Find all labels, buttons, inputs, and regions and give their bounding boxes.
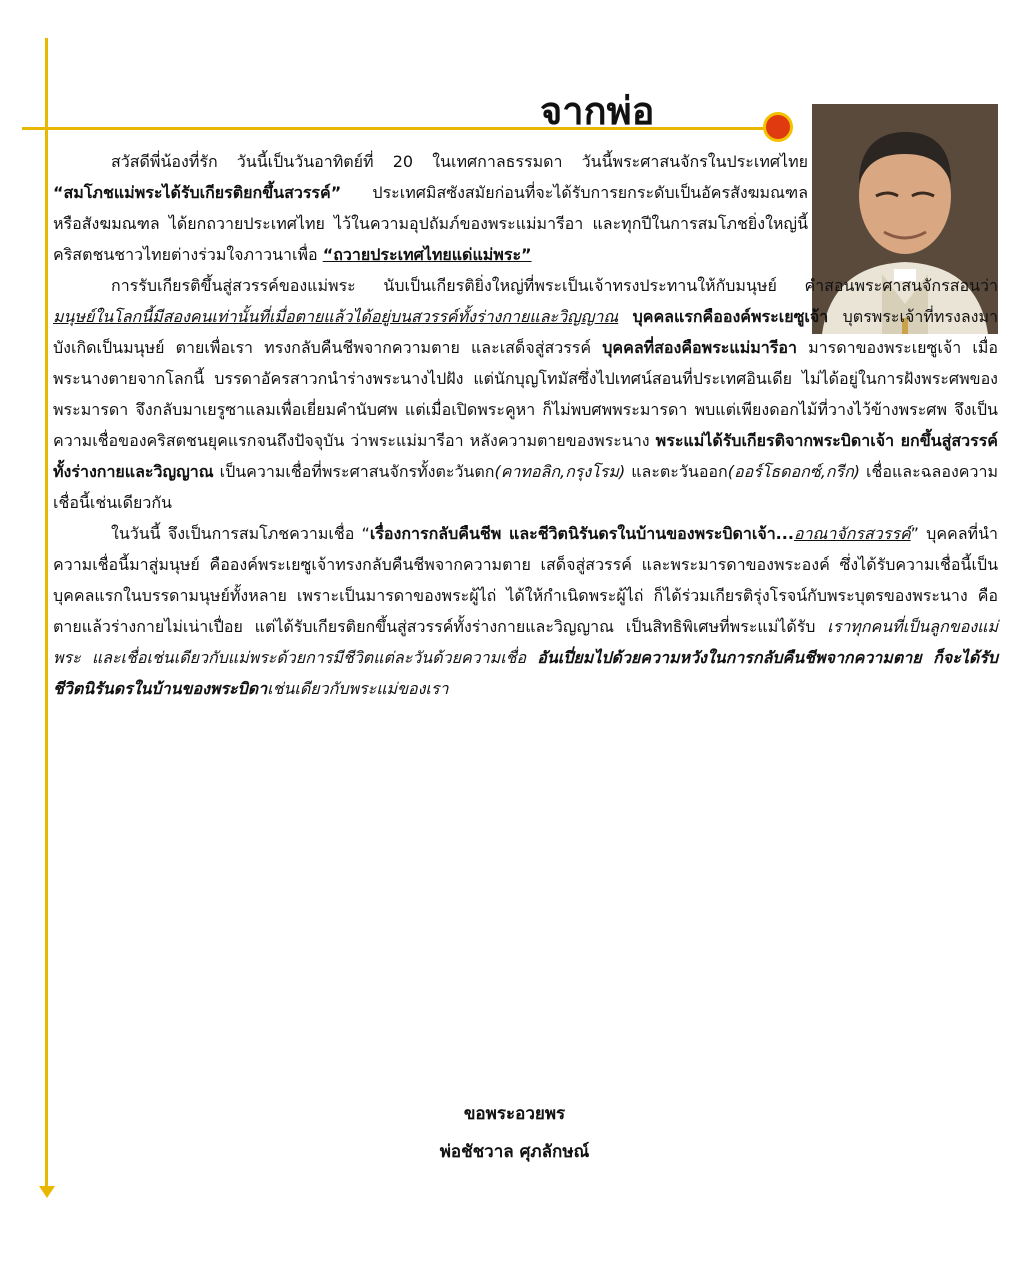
paragraph-1-text: สวัสดีพี่น้องที่รัก วันนี้เป็นวันอาทิตย์ที่ 20 ในเทศกาลธรรมดา วันนี้พระศาสนจักรในประเทศไทย — [111, 152, 808, 171]
second-person-phrase: บุคคลที่สองคือพระแม่มารีอา — [602, 338, 797, 357]
paragraph-2-text-6: เชื่อและฉลองความเชื่อนี้เช่นเดียวกัน — [53, 462, 999, 512]
paragraph-3-text-2: ” บุคคลที่นำความเชื่อนี้มาสู่มนุษย์ คือองค์พระเยซูเจ้าทรงกลับคืนชีพจากความตาย เสด็จสู่สวรรค์ และพระมารดาของพระองค์ ซึ่งได้รับความเชื่อนี้เป็นบุคคลแรกในบรรดามนุษย์ทั้งหลาย เพราะเป็นมารดาของพระผู้ไถ่ ได้ให้กำเนิดพระผู้ไถ่ ก็ได้ร่วมเกียรติรุ่งโรจน์กับพระบุตรของพระนาง คือตายแล้วร่างกายไม่เน่าเปื่อย แต่ได้รับเกียรติยกขึ้นสู่สวรรค์ทั้งร่างกายและวิญญาณ เป็นสิทธิพิเศษที่พระแม่ได้รับ — [53, 524, 998, 636]
paragraph-2 — [53, 270, 998, 518]
teaching-quote: มนุษย์ในโลกนี้มีสองคนเท่านั้นที่เมื่อตายแล้วได้อยู่บนสวรรค์ทั้งร่างกายและวิญญาณ — [53, 307, 619, 326]
dedication-phrase: “ถวายประเทศไทยแด่แม่พระ” — [322, 245, 532, 264]
arrow-down-icon — [39, 1186, 55, 1198]
horizontal-accent-line — [22, 127, 767, 130]
page-title: จากพ่อ — [540, 88, 655, 133]
faith-phrase: เราทุกคนที่เป็นลูกของแม่พระ และเชื่อเช่นเดียวกับแม่พระด้วยการมีชีวิตแต่ละวันด้วยความเชื่อ — [53, 617, 998, 667]
west-church-note: (คาทอลิก,กรุงโรม) — [494, 462, 626, 481]
paragraph-2-text: การรับเกียรติขึ้นสู่สวรรค์ของแม่พระ นับเป็นเกียรติยิ่งใหญ่ที่พระเป็นเจ้าทรงประทานให้กับมนุษย์ คำสอนพระศาสนจักรสอนว่า — [111, 276, 998, 295]
hope-phrase: อันเปี่ยมไปด้วยความหวังในการกลับคืนชีพจากความตาย ก็จะได้รับชีวิตนิรันดรในบ้านของพระบิดา — [53, 648, 999, 698]
paragraph-1 — [53, 146, 808, 270]
vertical-accent-line — [45, 38, 48, 1188]
blessing-line: ขอพระอวยพร — [463, 1104, 566, 1124]
paragraph-3 — [53, 518, 998, 704]
space — [618, 307, 632, 326]
feast-title: “สมโภชแม่พระได้รับเกียรติยกขึ้นสวรรค์” — [53, 183, 342, 202]
paragraph-2-text-4: เป็นความเชื่อที่พระศาสนจักรทั้งตะวันตก — [213, 462, 495, 481]
paragraph-2-text-3: มารดาของพระเยซูเจ้า เมื่อพระนางตายจากโลกนี้ บรรดาอัครสาวกนำร่างพระนางไปฝัง แต่นักบุญโทมัสซึ่งไปเทศน์สอนที่ประเทศอินเดีย ไม่ได้อยู่ในการฝังพระศพของพระมารดา จึงกลับมาเยรูซาแลมเพื่อเยี่ยมคำนับศพ แต่เมื่อเปิดพระคูหา ก็ไม่พบศพพระมารดา พบแต่เพียงดอกไม้ที่วางไว้ข้างพระศพ จึงเป็นความเชื่อของคริสตชนยุคแรกจนถึงปัจจุบัน ว่าพระแม่มารีอา หลังความตายของพระนาง — [53, 338, 999, 450]
letter-body — [53, 146, 998, 704]
paragraph-1-text-2: ประเทศมิสซังสมัยก่อนที่จะได้รับการยกระดับเป็นอัครสังฆมณฑล หรือสังฆมณฑล ได้ยกถวายประเทศไทย ไว้ในความอุปถัมภ์ของพระแม่มารีอา และทุกปีในการสมโภชยิ่งใหญ่นี้ คริสตชนชาวไทยต่างร่วมใจภาวนาเพื่อ — [53, 183, 808, 264]
resurrection-phrase: เรื่องการกลับคืนชีพ และชีวิตนิรันดรในบ้านของพระบิดาเจ้า... — [369, 524, 794, 543]
east-church-note: (ออร์โธดอกซ์,กรีก) — [727, 462, 860, 481]
paragraph-2-text-5: และตะวันออก — [625, 462, 728, 481]
kingdom-phrase: อาณาจักรสวรรค์ — [793, 524, 911, 543]
assumption-phrase: พระแม่ได้รับเกียรติจากพระบิดาเจ้า ยกขึ้นสู่สวรรค์ทั้งร่างกายและวิญญาณ — [53, 431, 998, 481]
space-2 — [526, 648, 537, 667]
paragraph-3-text: ในวันนี้ จึงเป็นการสมโภชความเชื่อ “ — [111, 524, 370, 543]
circle-dot-icon — [763, 112, 793, 142]
closing-phrase: เช่นเดียวกับพระแม่ของเรา — [267, 679, 449, 698]
paragraph-2-text-2: บุตรพระเจ้าที่ทรงลงมาบังเกิดเป็นมนุษย์ ตายเพื่อเรา ทรงกลับคืนชีพจากความตาย และเสด็จสู่สวรรค์ — [53, 307, 998, 357]
first-person-phrase: บุคคลแรกคือองค์พระเยซูเจ้า — [632, 307, 829, 326]
signature: พ่อชัชวาล ศุภลักษณ์ — [439, 1142, 590, 1162]
